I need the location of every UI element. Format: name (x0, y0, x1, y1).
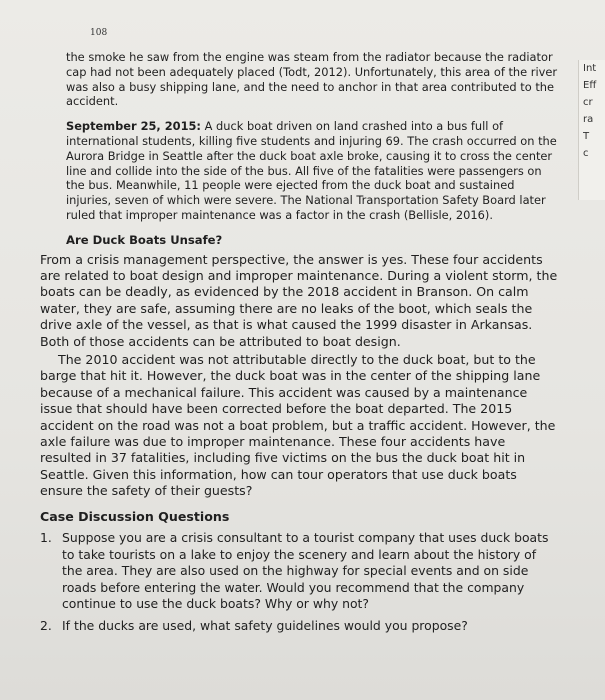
page-number: 108 (90, 28, 108, 38)
question-number: 1. (40, 530, 52, 546)
section-heading-case-questions: Case Discussion Questions (40, 508, 230, 524)
paragraph-body: A duck boat driven on land crashed into a bus full of international students, killing five students and injuring 69. The crash occurred on the Aurora Bridge in Seattle after the duck boat axle broke, causing it to cross the center line and collide into the side of the bus. All five of the fatalities were passengers on the bus. Meanwhile, 11 people were ejected from the duck boat and sustained injuries, seven of which were severe. The National Transportation Safety Board later ruled that improper maintenance was a factor in the crash (Bellisle, 2016). (66, 119, 557, 222)
page-content (40, 50, 560, 641)
question-text: If the ducks are used, what safety guidelines would you propose? (62, 618, 468, 634)
facing-page-fragment: ra (583, 114, 594, 125)
section-unsafe-body (40, 252, 560, 500)
paragraph-crisis-perspective: From a crisis management perspective, the answer is yes. These four accidents are related to boat design and improper maintenance. During a violent storm, the boats can be deadly, as evidenced by the 2018 accident in Branson. On calm water, they are safe, assuming there are no leaks of the boot, which seals the drive axle of the vessel, as that is what caused the 1999 disaster in Arkansas. Both of those accidents can be attributed to boat design. (40, 251, 558, 349)
facing-page-fragment: Int (583, 63, 597, 74)
question-text: Suppose you are a crisis consultant to a tourist company that uses duck boats to take tourists on a lake to enjoy the scenery and learn about the history of the area. They are also used on the highway for special events and on side roads before entering the water. Would you recommend that the company continue to use the duck boats? Why or why not? (62, 530, 549, 612)
facing-page-fragment: c (583, 148, 589, 159)
paragraph-2010-accident: The 2010 accident was not attributable directly to the duck boat, but to the barge that hit it. However, the duck boat was in the center of the shipping lane because of a mechanical failure. This accident was caused by a maintenance issue that should have been corrected before the boat departed. The 2015 accident on the road was not a boat problem, but a traffic accident. However, the axle failure was due to improper maintenance. These four accidents have resulted in 37 fatalities, including five victims on the bus the duck boat hit in Seattle. Given this information, how can tour operators that use duck boats ensure the safety of their guests? (40, 352, 556, 499)
facing-page-edge (578, 60, 605, 200)
facing-page-fragment: T (583, 131, 590, 142)
facing-page-fragment: Eff (583, 80, 597, 91)
paragraph-2015-accident (40, 119, 560, 223)
facing-page-fragment: cr (583, 97, 593, 108)
paragraph-steam: the smoke he saw from the engine was steam from the radiator because the radiator cap had not been adequately placed (Todt, 2012). Unfortunately, this area of the river was also a busy shipping lane, and the need to anchor in that area contributed to the accident. (66, 50, 558, 109)
question-item (40, 530, 560, 612)
question-list (40, 530, 560, 634)
question-item (40, 618, 560, 634)
date-lead: September 25, 2015: (66, 119, 201, 134)
section-heading-unsafe: Are Duck Boats Unsafe? (66, 232, 223, 247)
question-number: 2. (40, 618, 52, 634)
